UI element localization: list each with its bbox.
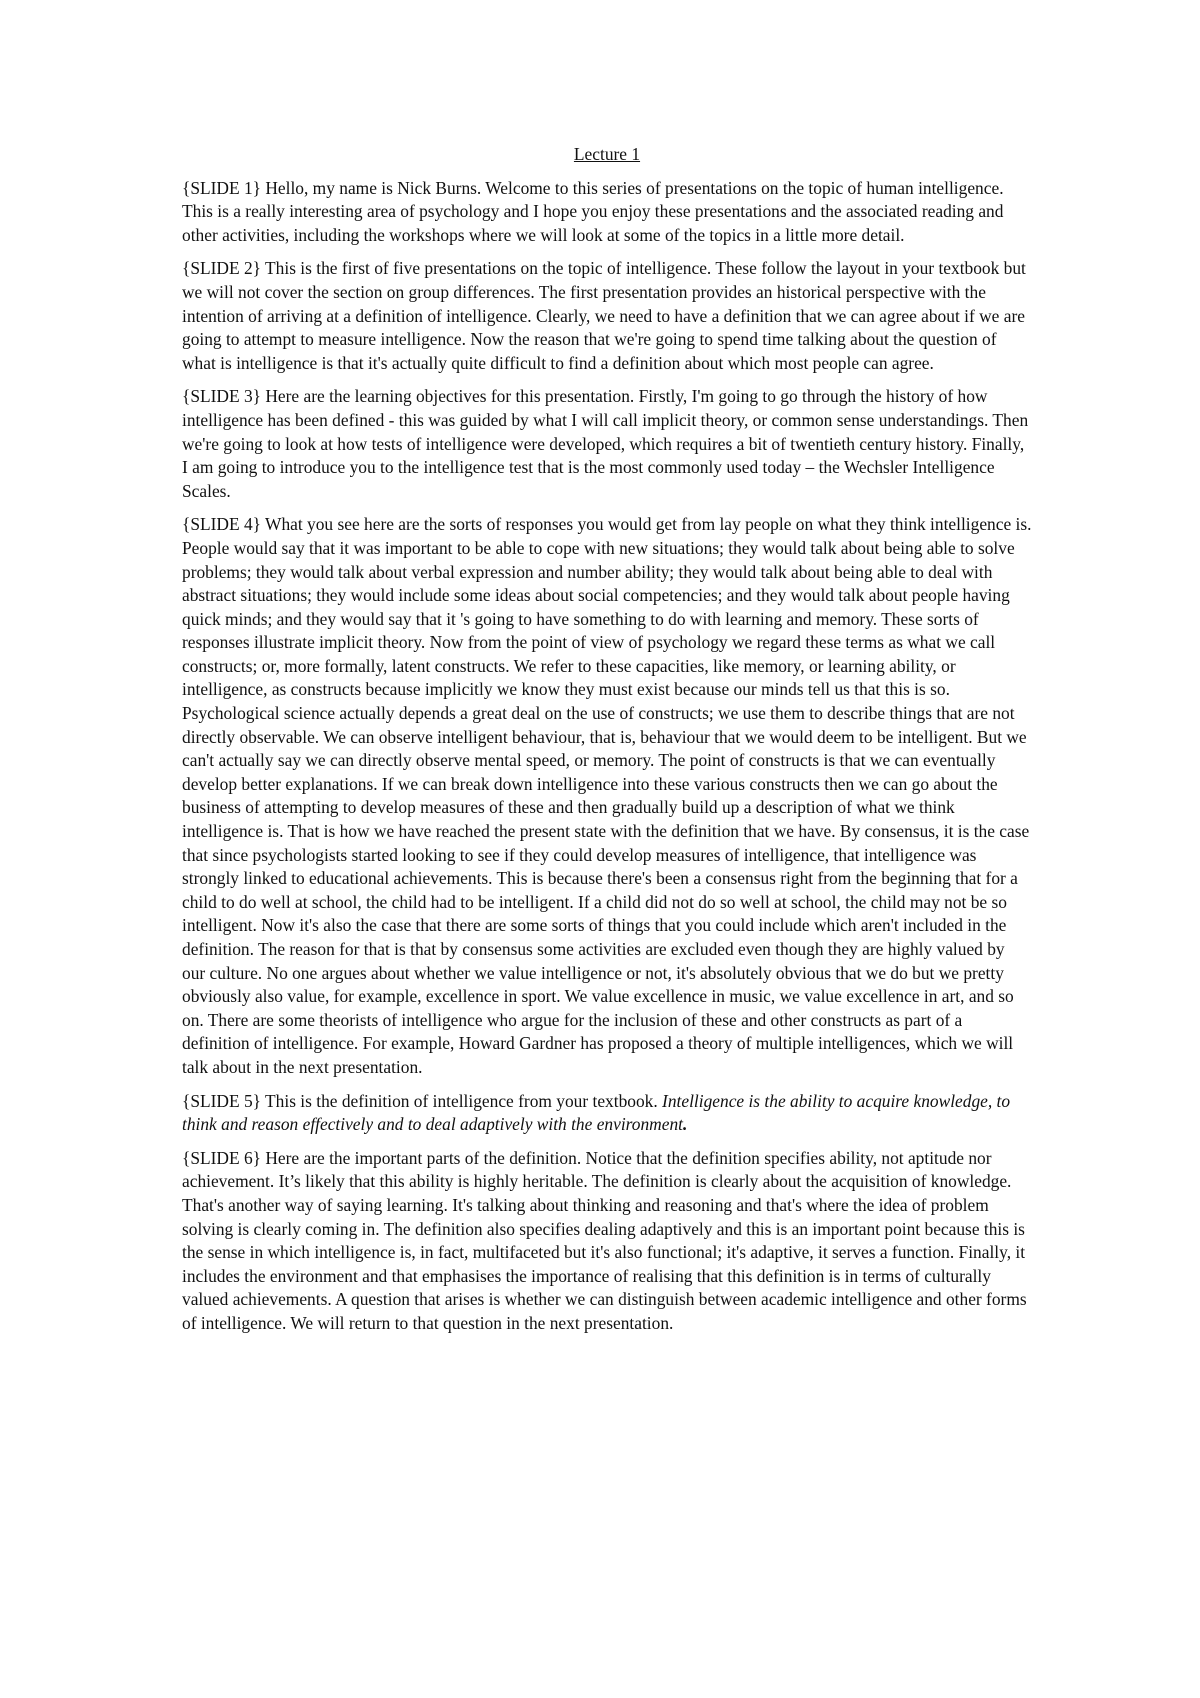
paragraph-slide-2: {SLIDE 2} This is the first of five presentations on the topic of intelligence. These follow the layout in your textbook but we will not cover the section on group differences. The first presentation provides an historical perspective with the intention of arriving at a definition of intelligence. Clearly, we need to have a definition that we can agree about if we are going to attempt to measure intelligence. Now the reason that we're going to spend time talking about the question of what is intelligence is that it's actually quite difficult to find a definition about which most people can agree.	[182, 258, 1026, 373]
paragraph-slide-6: {SLIDE 6} Here are the important parts of the definition. Notice that the definition specifies ability, not aptitude nor achievement. It’s likely that this ability is highly heritable. The definition is clearly about the acquisition of knowledge. That's another way of saying learning. It's talking about thinking and reasoning and that's where the idea of problem solving is clearly coming in. The definition also specifies dealing adaptively and this is an important point because this is the sense in which intelligence is, in fact, multifaceted but it's also functional; it's adaptive, it serves a function. Finally, it includes the environment and that emphasises the importance of realising that this definition is in terms of culturally valued achievements. A question that arises is whether we can distinguish between academic intelligence and other forms of intelligence. We will return to that question in the next presentation.	[182, 1147, 1027, 1333]
definition-end: .	[682, 1114, 688, 1135]
paragraph-slide-4: {SLIDE 4} What you see here are the sorts of responses you would get from lay people on what they think intelligence is. People would say that it was important to be able to cope with new situations; they would talk about being able to solve problems; they would talk about verbal expression and number ability; they would talk about being able to deal with abstract situations; they would include some ideas about social competencies; and they would talk about people having quick minds; and they would say that it 's going to have something to do with learning and memory. These sorts of responses illustrate implicit theory. Now from the point of view of psychology we regard these terms as what we call constructs; or, more formally, latent constructs. We refer to these capacities, like memory, or learning ability, or intelligence, as constructs because implicitly we know they must exist because our minds tell us that this is so. Psychological science actually depends a great deal on the use of constructs; we use them to describe things that are not directly observable. We can observe intelligent behaviour, that is, behaviour that we would deem to be intelligent. But we can't actually say we can directly observe mental speed, or memory. The point of constructs is that we can eventually develop better explanations. If we can break down intelligence into these various constructs then we can go about the business of attempting to develop measures of these and then gradually build up a description of what we think intelligence is. That is how we have reached the present state with the definition that we have. By consensus, it is the case that since psychologists started looking to see if they could develop measures of intelligence, that intelligence was strongly linked to educational achievements. This is because there's been a consensus right from the beginning that for a child to do well at school, the child had to be intelligent. If a child did not do so well at school, the child may not be so intelligent. Now it's also the case that there are some sorts of things that you could include which aren't included in the definition. The reason for that is that by consensus some activities are excluded even though they are highly valued by our culture. No one argues about whether we value intelligence or not, it's absolutely obvious that we do but we pretty obviously also value, for example, excellence in sport. We value excellence in music, we value excellence in art, and so on. There are some theorists of intelligence who argue for the inclusion of these and other constructs as part of a definition of intelligence. For example, Howard Gardner has proposed a theory of multiple intelligences, which we will talk about in the next presentation.	[182, 514, 1032, 1077]
document-page	[182, 143, 1032, 1346]
paragraph-slide-3: {SLIDE 3} Here are the learning objectives for this presentation. Firstly, I'm going to go through the history of how intelligence has been defined - this was guided by what I will call implicit theory, or common sense understandings. Then we're going to look at how tests of intelligence were developed, which requires a bit of twentieth century history. Finally, I am going to introduce you to the intelligence test that is the most commonly used today – the Wechsler Intelligence Scales.	[182, 386, 1029, 501]
paragraph-slide-1: {SLIDE 1} Hello, my name is Nick Burns. Welcome to this series of presentations on the topic of human intelligence. This is a really interesting area of psychology and I hope you enjoy these presentations and the associated reading and other activities, including the workshops where we will look at some of the topics in a little more detail.	[182, 177, 1004, 245]
paragraph-slide-5	[182, 1090, 1032, 1137]
intelligence-definition: Intelligence is the ability to acquire knowledge, to think and reason effectively and to deal adaptively with the environment	[182, 1090, 1011, 1135]
slide-5-lead: {SLIDE 5} This is the definition of intelligence from your textbook.	[182, 1090, 663, 1111]
page-title: Lecture 1	[573, 144, 641, 164]
